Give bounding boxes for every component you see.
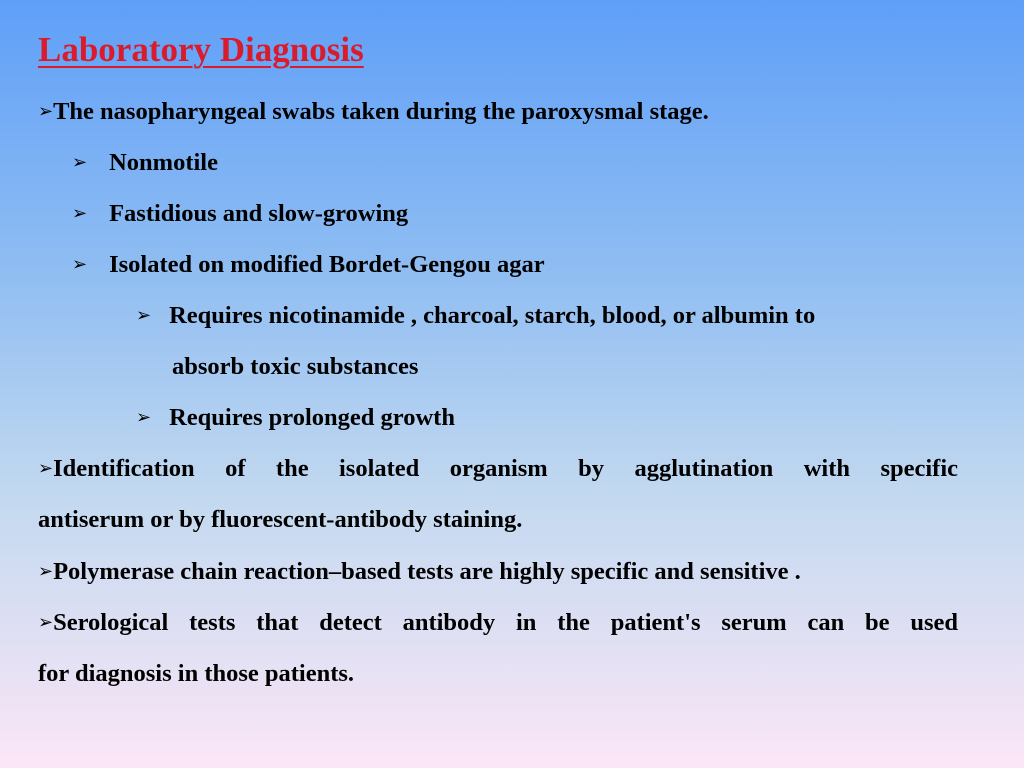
arrow-bullet-icon: ➢	[38, 561, 54, 582]
bullet-item	[38, 557, 801, 587]
bullet-text: Requires prolonged growth	[169, 404, 455, 431]
arrow-bullet-icon: ➢	[38, 612, 54, 633]
bullet-text: Fastidious and slow-growing	[109, 200, 409, 227]
sub-bullet-item	[72, 250, 545, 280]
arrow-bullet-icon: ➢	[136, 407, 152, 428]
slide-title: Laboratory Diagnosis	[38, 30, 364, 69]
sub-bullet-item	[72, 148, 218, 178]
bullet-text: Identification of the isolated organism by agglutination with specific	[53, 455, 958, 482]
arrow-bullet-icon: ➢	[38, 101, 54, 122]
sub-bullet-item	[72, 199, 408, 229]
bullet-text: Requires nicotinamide , charcoal, starch, blood, or albumin to	[169, 302, 816, 329]
bullet-item	[38, 97, 709, 127]
bullet-continuation: absorb toxic substances	[172, 353, 419, 380]
arrow-bullet-icon: ➢	[72, 254, 88, 275]
arrow-bullet-icon: ➢	[72, 203, 88, 224]
bullet-item	[38, 454, 958, 484]
arrow-bullet-icon: ➢	[38, 458, 54, 479]
bullet-item	[38, 608, 958, 638]
arrow-bullet-icon: ➢	[72, 152, 88, 173]
arrow-bullet-icon: ➢	[136, 305, 152, 326]
bullet-continuation: for diagnosis in those patients.	[38, 660, 355, 687]
sub-sub-bullet-item	[136, 301, 815, 331]
bullet-continuation: antiserum or by fluorescent-antibody staining.	[38, 506, 523, 533]
bullet-text: Polymerase chain reaction–based tests are highly specific and sensitive .	[53, 558, 801, 585]
bullet-text: Isolated on modified Bordet-Gengou agar	[109, 251, 545, 278]
bullet-text: Serological tests that detect antibody in the patient's serum can be used	[53, 609, 958, 636]
sub-sub-bullet-item	[136, 403, 455, 433]
bullet-text: Nonmotile	[109, 149, 218, 176]
bullet-text: The nasopharyngeal swabs taken during the paroxysmal stage.	[53, 98, 709, 125]
